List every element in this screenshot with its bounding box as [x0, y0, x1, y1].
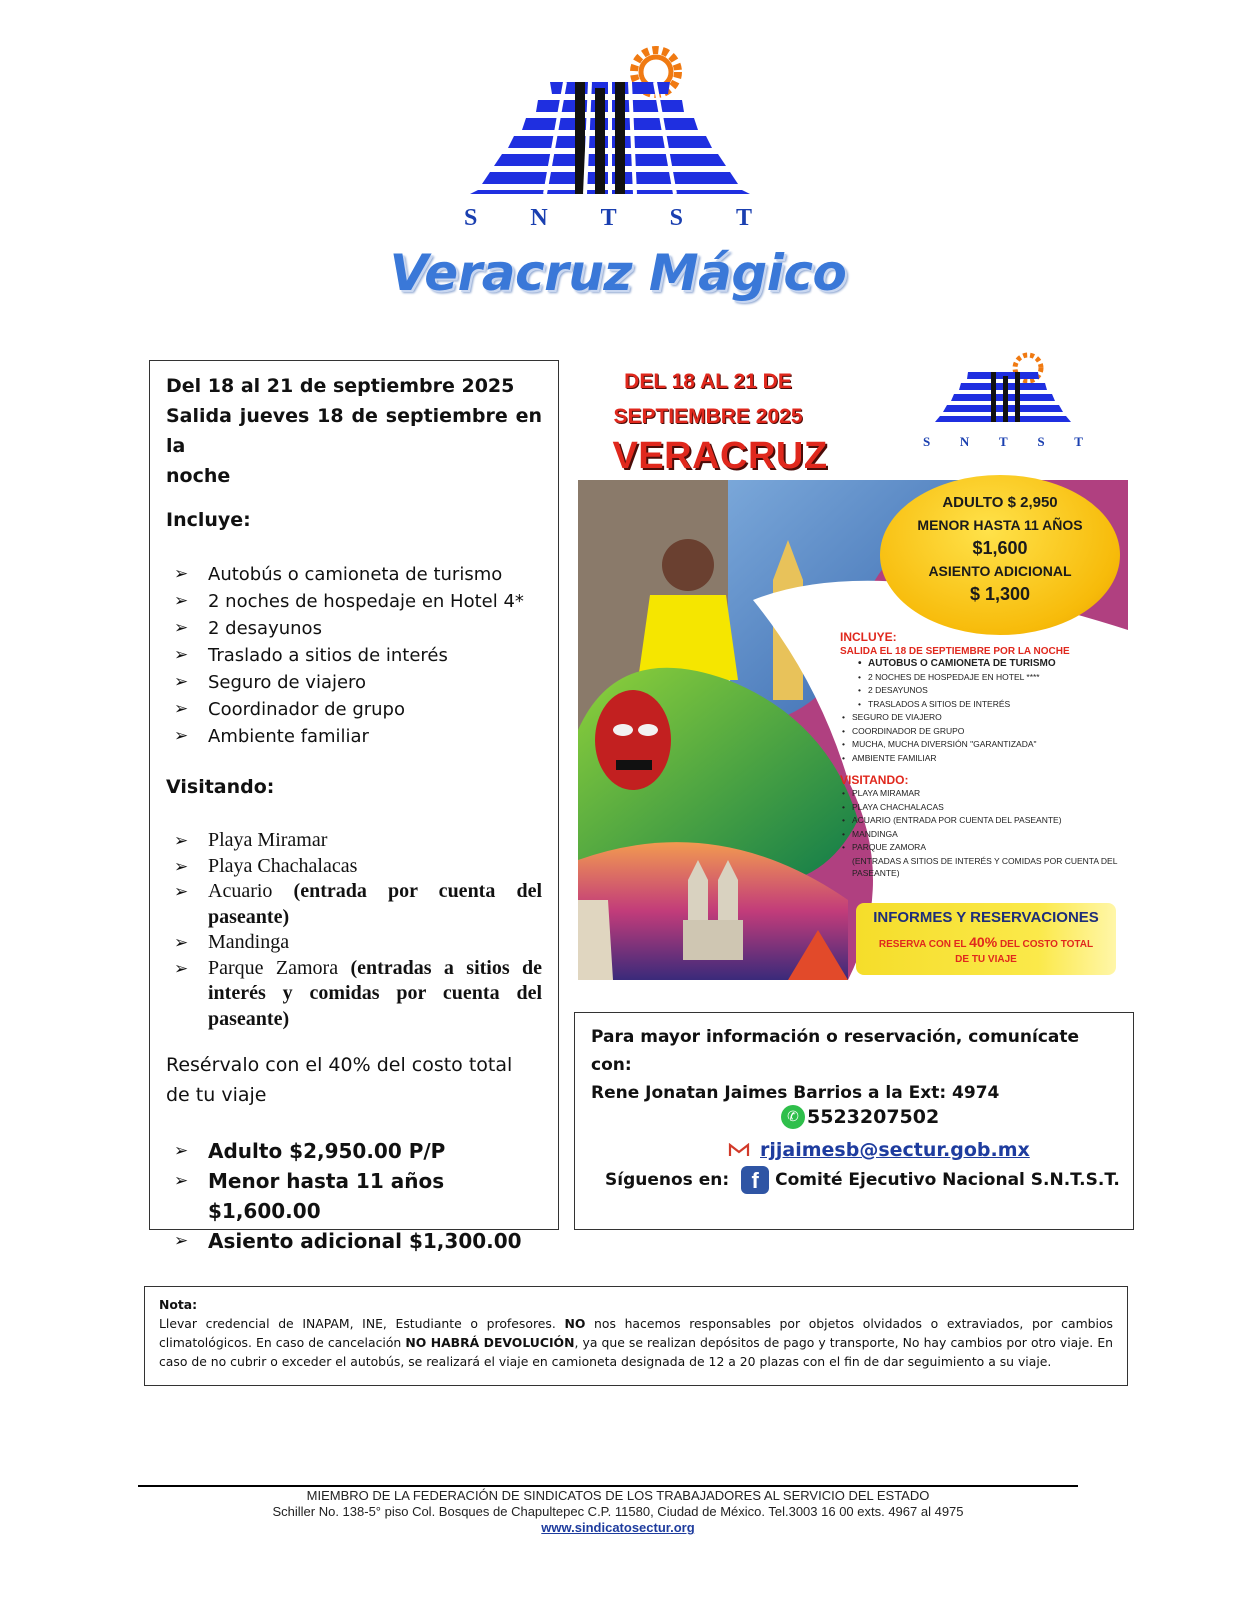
poster-departure: SALIDA EL 18 DE SEPTIEMBRE POR LA NOCHE — [840, 646, 1070, 657]
poster-logo-letters — [923, 434, 1083, 450]
info-line — [856, 934, 1116, 950]
poster-logo — [923, 352, 1083, 434]
contact-line1: Para mayor información o reservación, comunícate con: — [591, 1027, 1080, 1075]
list-item: ➢ Mandinga — [174, 930, 542, 956]
poster-visiting-heading: VISITANDO: — [840, 773, 909, 787]
note-sentence: Llevar credencial de INAPAM, INE, Estudiante o profesores. — [159, 1316, 556, 1331]
list-item: ➢ 2 desayunos — [174, 615, 542, 642]
list-item — [174, 879, 542, 930]
visiting-heading: Visitando: — [166, 776, 275, 798]
note-title: Nota: — [159, 1297, 198, 1312]
place-name: Parque Zamora — [208, 956, 339, 979]
list-item: ➢ Seguro de viajero — [174, 669, 542, 696]
list-item: • MANDINGA — [840, 828, 1120, 842]
follow-row — [605, 1166, 1120, 1194]
website-link[interactable]: www.sindicatosectur.org — [541, 1520, 695, 1535]
list-item: • COORDINADOR DE GRUPO — [840, 725, 1120, 739]
note-sentence: , ya que se realizan depósitos de pago y transporte, No hay cambios por otro viaje. En caso de no cubrir o exceder el autobús, se realizará el viaje en camioneta designada de 12 a 20 plazas con el fin de dar seguimiento a su viaje. — [159, 1335, 1113, 1369]
promo-poster — [578, 350, 1128, 980]
phone-number[interactable]: 5523207502 — [807, 1106, 940, 1128]
list-item: ➢ Playa Chachalacas — [174, 854, 542, 880]
list-item: • AMBIENTE FAMILIAR — [840, 752, 1120, 766]
poster-visiting-note: (ENTRADAS A SITIOS DE INTERÉS Y COMIDAS POR CUENTA DEL PASEANTE) — [852, 855, 1118, 878]
price-extra: $ 1,300 — [969, 584, 1031, 604]
list-item: ➢ Playa Miramar — [174, 828, 542, 854]
email-row — [728, 1139, 1030, 1161]
list-item: ➢ Traslado a sitios de interés — [174, 642, 542, 669]
poster-info-banner — [856, 903, 1116, 975]
list-item: • PLAYA CHACHALACAS — [840, 801, 1120, 815]
poster-includes-list-2 — [840, 711, 1120, 765]
visiting-list — [166, 828, 542, 1032]
footer-divider — [138, 1485, 1078, 1487]
note-emphasis: NO — [564, 1316, 586, 1331]
trip-details-panel — [149, 360, 559, 1253]
poster-visiting-list — [840, 787, 1120, 855]
price-list — [166, 1136, 542, 1256]
list-item: • TRASLADOS A SITIOS DE INTERÉS — [856, 698, 1120, 712]
departure-line-2: noche — [166, 465, 231, 487]
logo-letter: N — [530, 205, 550, 231]
facebook-page[interactable]: Comité Ejecutivo Nacional S.N.T.S.T. — [775, 1170, 1120, 1190]
poster-date-line1: DEL 18 AL 21 DE — [624, 370, 792, 393]
logo-letter: S — [464, 205, 480, 231]
info-line-2: DE TU VIAJE — [955, 954, 1017, 965]
note-text — [159, 1314, 1113, 1371]
whatsapp-icon: ✆ — [781, 1105, 805, 1129]
price-minor: $1,600 — [972, 538, 1028, 558]
price-item: ➢ Menor hasta 11 años $1,600.00 — [174, 1166, 542, 1226]
note-sentence: nos hacemos responsables por objetos olvidados o extraviados, por cambios climatológicos. En caso de cancelación — [159, 1316, 1113, 1350]
list-item: • 2 NOCHES DE HOSPEDAJE EN HOTEL **** — [856, 671, 1120, 685]
poster-city: VERACRUZ — [612, 435, 828, 477]
footer-line1: MIEMBRO DE LA FEDERACIÓN DE SINDICATOS DE LOS TRABAJADORES AL SERVICIO DEL ESTADO — [306, 1488, 930, 1503]
list-item: ➢ 2 noches de hospedaje en Hotel 4* — [174, 588, 542, 615]
list-item: • ACUARIO (ENTRADA POR CUENTA DEL PASEANTE) — [840, 814, 1120, 828]
list-item: • PLAYA MIRAMAR — [840, 787, 1120, 801]
contact-panel — [574, 1012, 1134, 1230]
price-item: ➢ Adulto $2,950.00 P/P — [174, 1136, 542, 1166]
logo-letters — [464, 205, 754, 232]
price-badge — [880, 475, 1120, 635]
info-text: DEL COSTO TOTAL — [999, 939, 1094, 950]
logo-letter: S — [1037, 434, 1045, 449]
price-adult: ADULTO $ 2,950 — [942, 494, 1058, 511]
place-note: (entradas a sitios de interés y comidas por cuenta del paseante) — [208, 956, 542, 1030]
list-item: • PARQUE ZAMORA — [840, 841, 1120, 855]
list-item: ➢ Ambiente familiar — [174, 723, 542, 750]
email-link[interactable]: rjjaimesb@sectur.gob.mx — [760, 1139, 1030, 1161]
list-item: ➢ Autobús o camioneta de turismo — [174, 561, 542, 588]
departure-line: Salida jueves 18 de septiembre en la — [166, 405, 542, 457]
list-item: ➢ Coordinador de grupo — [174, 696, 542, 723]
poster-includes — [840, 630, 1120, 879]
mask-photo — [595, 690, 671, 790]
includes-list — [166, 561, 542, 750]
facebook-icon[interactable]: f — [741, 1166, 769, 1194]
contact-line2: Rene Jonatan Jaimes Barrios a la Ext: 4974 — [591, 1083, 1000, 1103]
logo-letter: S — [923, 434, 931, 449]
woman-dress — [638, 595, 738, 680]
place-name: Acuario — [208, 880, 273, 902]
note-panel — [144, 1286, 1128, 1386]
logo-letter: S — [669, 205, 685, 231]
reserve-text: Resérvalo con el 40% del costo total de tu viaje — [166, 1054, 513, 1106]
poster-includes-heading: INCLUYE: — [840, 630, 897, 644]
price-minor-label: MENOR HASTA 11 AÑOS — [917, 517, 1083, 533]
place-note: (entrada por cuenta del paseante) — [208, 880, 542, 928]
footer-line2: Schiller No. 138-5° piso Col. Bosques de Chapultepec C.P. 11580, Ciudad de México. Tel.3003 16 00 exts. 4967 al 4975 — [272, 1504, 964, 1519]
logo-letter: T — [1074, 434, 1083, 449]
price-extra-label: ASIENTO ADICIONAL — [928, 563, 1072, 579]
phone-row — [781, 1105, 939, 1129]
list-item: • SEGURO DE VIAJERO — [840, 711, 1120, 725]
poster-includes-list — [840, 657, 1120, 711]
list-item: • AUTOBUS O CAMIONETA DE TURISMO — [856, 657, 1120, 671]
list-item: • 2 DESAYUNOS — [856, 684, 1120, 698]
logo-letter: T — [600, 205, 619, 231]
note-emphasis: NO HABRÁ DEVOLUCIÓN — [405, 1335, 575, 1350]
footer — [0, 1488, 1236, 1536]
info-title: INFORMES Y RESERVACIONES — [873, 909, 1099, 926]
mail-icon — [728, 1143, 750, 1157]
logo-letter: N — [959, 434, 970, 449]
price-item: ➢ Asiento adicional $1,300.00 — [174, 1226, 542, 1256]
info-percent: 40% — [969, 934, 998, 950]
follow-label: Síguenos en: — [605, 1170, 730, 1190]
includes-heading: Incluye: — [166, 509, 251, 531]
list-item — [174, 956, 542, 1033]
date-range: Del 18 al 21 de septiembre 2025 — [166, 375, 515, 397]
woman-face — [662, 539, 714, 591]
info-text: RESERVA CON EL — [878, 939, 967, 950]
poster-date-line2: SEPTIEMBRE 2025 — [613, 405, 803, 428]
logo-letter: T — [735, 205, 754, 231]
logo-letter: T — [999, 434, 1008, 449]
page-title: Veracruz Mágico — [389, 244, 847, 302]
list-item: • MUCHA, MUCHA DIVERSIÓN "GARANTIZADA" — [840, 738, 1120, 752]
